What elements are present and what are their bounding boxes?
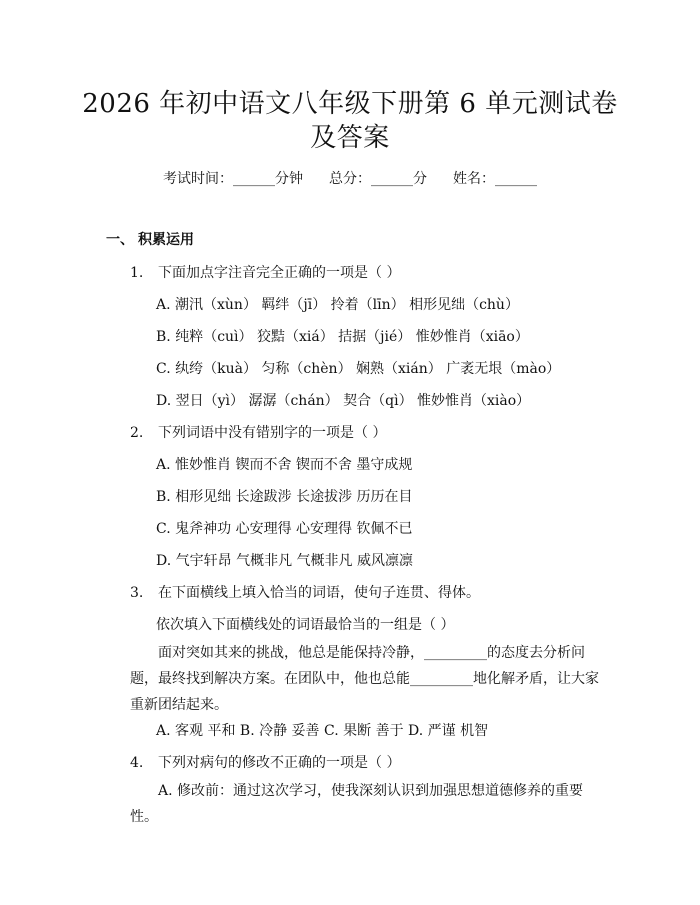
section-number: 一、 — [106, 232, 134, 248]
question-stem: 下面加点字注音完全正确的一项是（ ） — [158, 265, 401, 281]
exam-meta — [0, 168, 700, 188]
question-3-subprompt: 依次填入下面横线处的词语最恰当的一组是（ ） — [156, 617, 455, 633]
question-3 — [130, 582, 480, 602]
question-number: 4. — [130, 755, 144, 771]
page-title-line2: 及答案 — [310, 123, 390, 153]
exam-time-field: 考试时间：______分钟 — [163, 171, 303, 187]
question-stem: 下列词语中没有错别字的一项是（ ） — [158, 425, 387, 441]
question-2-option-c: C. 鬼斧神功 心安理得 心安理得 钦佩不已 — [156, 521, 413, 537]
question-1-option-b: B. 纯粹（cuì） 狡黠（xiá） 拮据（jié） 惟妙惟肖（xiāo） — [156, 329, 529, 345]
question-4 — [130, 752, 400, 772]
question-1-option-c: C. 纨绔（kuà） 匀称（chèn） 娴熟（xián） 广袤无垠（mào） — [156, 361, 561, 377]
question-number: 2. — [130, 425, 144, 441]
question-2-option-d: D. 气宇轩昂 气概非凡 气概非凡 威风凛凛 — [156, 553, 413, 569]
question-3-options: A. 客观 平和 B. 冷静 妥善 C. 果断 善于 D. 严谨 机智 — [156, 723, 489, 739]
question-number: 3. — [130, 585, 144, 601]
page-title-line1: 2026 年初中语文八年级下册第 6 单元测试卷 — [82, 89, 618, 119]
question-2-option-a: A. 惟妙惟肖 锲而不舍 锲而不舍 墨守成规 — [156, 457, 413, 473]
question-number: 1. — [130, 265, 144, 281]
total-score-field: 总分：______分 — [329, 171, 427, 187]
passage-text: 面对突如其来的挑战，他总是能保持冷静，_________的态度去分析问题，最终找到解决方案。在团队中，他也总能_________地化解矛盾，让大家重新团结起来。 — [130, 645, 599, 713]
question-stem: 在下面横线上填入恰当的词语，使句子连贯、得体。 — [158, 585, 480, 601]
option-text: A. 修改前：通过这次学习，使我深刻认识到加强思想道德修养的重要性。 — [130, 783, 584, 825]
question-3-passage — [130, 640, 600, 718]
question-1-option-a: A. 潮汛（xùn） 羁绊（jī） 拎着（līn） 相形见绌（chù） — [156, 297, 519, 313]
question-2-option-b: B. 相形见绌 长途跋涉 长途拔涉 历历在目 — [156, 489, 413, 505]
question-1-option-d: D. 翌日（yì） 潺潺（chán） 契合（qì） 惟妙惟肖（xiào） — [156, 393, 531, 409]
student-name-field: 姓名：______ — [453, 171, 537, 187]
section-heading — [106, 229, 194, 249]
question-2 — [130, 422, 386, 442]
section-title: 积累运用 — [138, 232, 194, 248]
question-stem: 下列对病句的修改不正确的一项是（ ） — [158, 755, 401, 771]
question-1 — [130, 262, 400, 282]
question-4-option-a — [130, 778, 600, 830]
